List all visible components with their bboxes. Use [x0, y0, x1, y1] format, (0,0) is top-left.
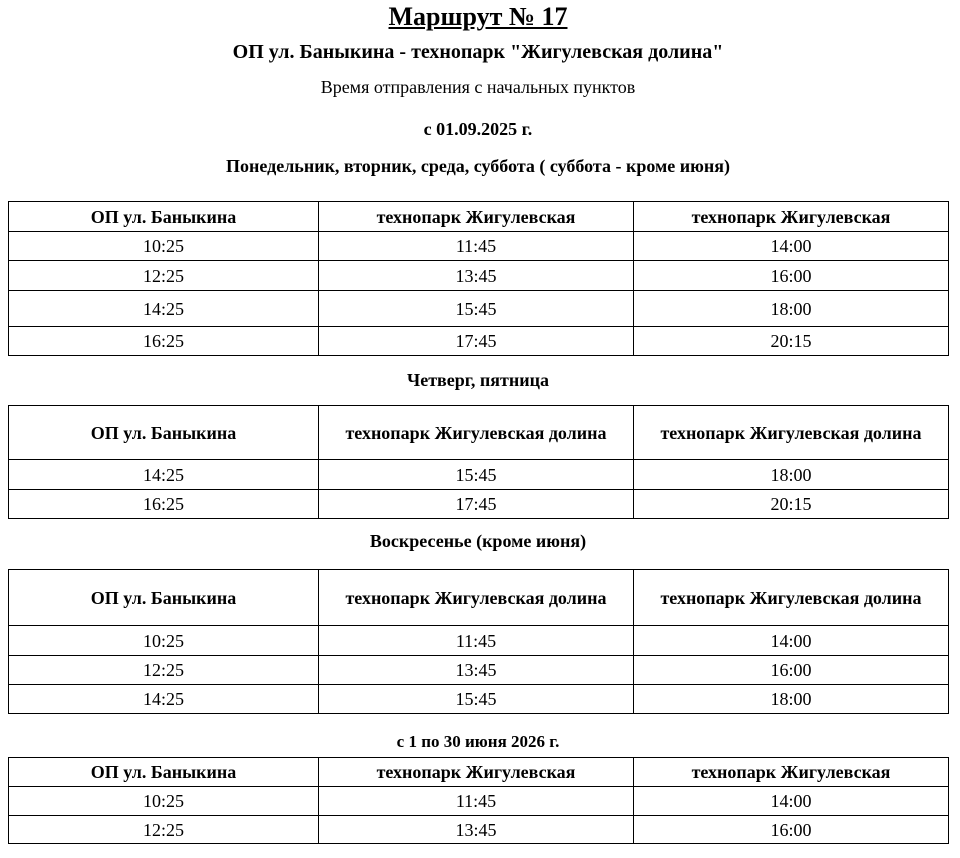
- table-cell: 18:00: [634, 685, 949, 714]
- table-row: [9, 626, 949, 656]
- schedule-table-weekdays: [8, 201, 949, 356]
- column-header: технопарк Жигулевская долина: [319, 406, 634, 460]
- effective-date: с 01.09.2025 г.: [423, 119, 533, 139]
- table-cell: 16:25: [9, 490, 319, 519]
- table-cell: 14:25: [9, 291, 319, 327]
- table-cell: 11:45: [319, 787, 634, 816]
- column-header: технопарк Жигулевская: [319, 758, 634, 787]
- table-cell: 14:25: [9, 685, 319, 714]
- table-row: [9, 816, 949, 844]
- schedule-table-thu-fri: [8, 405, 949, 519]
- table-cell: 14:00: [634, 787, 949, 816]
- table-cell: 13:45: [319, 816, 634, 844]
- column-header: ОП ул. Баныкина: [9, 758, 319, 787]
- table-cell: 11:45: [319, 626, 634, 656]
- column-header: ОП ул. Баныкина: [9, 570, 319, 626]
- section-title-sunday: Воскресенье (кроме июня): [369, 531, 587, 551]
- table-row: [9, 327, 949, 356]
- table-cell: 10:25: [9, 787, 319, 816]
- table-cell: 18:00: [634, 291, 949, 327]
- table-cell: 14:25: [9, 460, 319, 490]
- table-cell: 16:25: [9, 327, 319, 356]
- table-cell: 18:00: [634, 460, 949, 490]
- column-header: технопарк Жигулевская: [634, 758, 949, 787]
- section-title-thu-fri: Четверг, пятница: [407, 370, 549, 390]
- table-cell: 11:45: [319, 232, 634, 261]
- table-row: [9, 685, 949, 714]
- section-title-weekdays: Понедельник, вторник, среда, суббота ( суббота - кроме июня): [225, 156, 731, 176]
- table-header-row: [9, 202, 949, 232]
- table-cell: 10:25: [9, 232, 319, 261]
- column-header: технопарк Жигулевская долина: [319, 570, 634, 626]
- table-cell: 20:15: [634, 327, 949, 356]
- table-cell: 10:25: [9, 626, 319, 656]
- table-cell: 12:25: [9, 656, 319, 685]
- table-row: [9, 261, 949, 291]
- table-header-row: [9, 406, 949, 460]
- table-cell: 16:00: [634, 261, 949, 291]
- table-cell: 12:25: [9, 261, 319, 291]
- section-title-june: с 1 по 30 июня 2026 г.: [396, 732, 560, 751]
- table-cell: 12:25: [9, 816, 319, 844]
- table-cell: 13:45: [319, 656, 634, 685]
- table-row: [9, 291, 949, 327]
- table-row: [9, 787, 949, 816]
- table-cell: 17:45: [319, 490, 634, 519]
- schedule-table-sunday: [8, 569, 949, 714]
- table-cell: 13:45: [319, 261, 634, 291]
- table-cell: 16:00: [634, 816, 949, 844]
- schedule-subtitle: Время отправления с начальных пунктов: [320, 77, 636, 97]
- table-row: [9, 656, 949, 685]
- column-header: технопарк Жигулевская: [634, 202, 949, 232]
- table-cell: 20:15: [634, 490, 949, 519]
- column-header: ОП ул. Баныкина: [9, 202, 319, 232]
- table-header-row: [9, 758, 949, 787]
- table-cell: 15:45: [319, 291, 634, 327]
- column-header: ОП ул. Баныкина: [9, 406, 319, 460]
- page-title: Маршрут № 17: [388, 2, 568, 31]
- table-header-row: [9, 570, 949, 626]
- column-header: технопарк Жигулевская долина: [634, 570, 949, 626]
- table-cell: 16:00: [634, 656, 949, 685]
- route-name: ОП ул. Баныкина - технопарк "Жигулевская долина": [232, 41, 724, 63]
- column-header: технопарк Жигулевская: [319, 202, 634, 232]
- table-row: [9, 460, 949, 490]
- table-cell: 17:45: [319, 327, 634, 356]
- table-cell: 14:00: [634, 626, 949, 656]
- table-cell: 15:45: [319, 685, 634, 714]
- schedule-table-june: [8, 757, 949, 844]
- table-cell: 14:00: [634, 232, 949, 261]
- table-row: [9, 232, 949, 261]
- column-header: технопарк Жигулевская долина: [634, 406, 949, 460]
- table-cell: 15:45: [319, 460, 634, 490]
- table-row: [9, 490, 949, 519]
